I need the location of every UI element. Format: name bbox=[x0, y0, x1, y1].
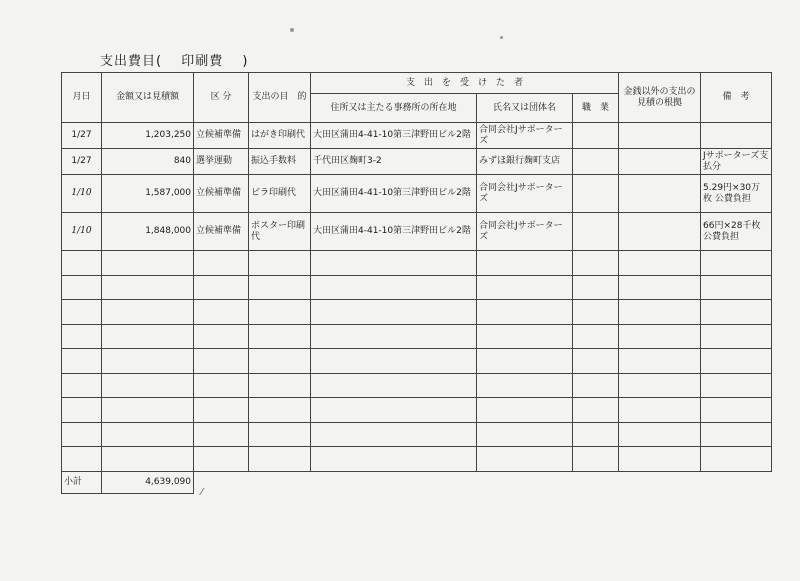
expense-category-title: 支出費目( 印刷費 ) bbox=[100, 54, 249, 69]
empty-row bbox=[62, 324, 772, 349]
row-purpose: ビラ印刷代 bbox=[249, 175, 311, 213]
row-date: 1/27 bbox=[62, 149, 102, 175]
row-amount: 1,848,000 bbox=[102, 213, 194, 251]
header-remarks: 備 考 bbox=[701, 73, 772, 123]
row-basis bbox=[619, 123, 701, 149]
subtotal-label: 小計 bbox=[62, 471, 102, 493]
row-occupation bbox=[573, 175, 619, 213]
row-date: 1/10 bbox=[62, 213, 102, 251]
table-row bbox=[62, 175, 772, 213]
row-basis bbox=[619, 213, 701, 251]
row-address: 千代田区麹町3-2 bbox=[311, 149, 477, 175]
punch-mark bbox=[500, 36, 503, 39]
row-date: 1/10 bbox=[62, 175, 102, 213]
table-row bbox=[62, 123, 772, 149]
row-remarks bbox=[701, 123, 772, 149]
header-category: 区 分 bbox=[194, 73, 249, 123]
row-remarks: Jサポーターズ支払分 bbox=[701, 149, 772, 175]
empty-row bbox=[62, 275, 772, 300]
row-address: 大田区蒲田4-41-10第三津野田ビル2階 bbox=[311, 123, 477, 149]
empty-row bbox=[62, 447, 772, 472]
empty-row bbox=[62, 251, 772, 276]
table-row bbox=[62, 149, 772, 175]
row-category: 立候補準備 bbox=[194, 213, 249, 251]
row-purpose: はがき印刷代 bbox=[249, 123, 311, 149]
row-address: 大田区蒲田4-41-10第三津野田ビル2階 bbox=[311, 213, 477, 251]
row-occupation bbox=[573, 213, 619, 251]
row-basis bbox=[619, 149, 701, 175]
subtotal-value: 4,639,090 bbox=[102, 471, 194, 493]
empty-row bbox=[62, 300, 772, 325]
header-recipient: 支 出 を 受 け た 者 bbox=[311, 73, 619, 94]
punch-mark bbox=[290, 28, 294, 32]
header-non-monetary-basis: 金銭以外の支出の見積の根拠 bbox=[619, 73, 701, 123]
row-category: 選挙運動 bbox=[194, 149, 249, 175]
row-remarks: 5.29円×30万枚 公費負担 bbox=[701, 175, 772, 213]
expense-table bbox=[61, 72, 772, 494]
header-amount: 金額又は見積額 bbox=[102, 73, 194, 123]
header-purpose: 支出の目 的 bbox=[249, 73, 311, 123]
row-address: 大田区蒲田4-41-10第三津野田ビル2階 bbox=[311, 175, 477, 213]
empty-row bbox=[62, 422, 772, 447]
row-remarks: 66円×28千枚 公費負担 bbox=[701, 213, 772, 251]
row-purpose: ポスター印刷代 bbox=[249, 213, 311, 251]
row-category: 立候補準備 bbox=[194, 123, 249, 149]
header-occupation: 職 業 bbox=[573, 94, 619, 123]
handwritten-tick-mark: ⁄ bbox=[201, 487, 203, 498]
row-basis bbox=[619, 175, 701, 213]
table-row bbox=[62, 213, 772, 251]
empty-row bbox=[62, 373, 772, 398]
row-purpose: 振込手数料 bbox=[249, 149, 311, 175]
row-name: 合同会社Jサポーターズ bbox=[477, 213, 573, 251]
empty-row bbox=[62, 398, 772, 423]
subtotal-row bbox=[62, 471, 772, 493]
empty-row bbox=[62, 349, 772, 374]
header-name: 氏名又は団体名 bbox=[477, 94, 573, 123]
row-date: 1/27 bbox=[62, 123, 102, 149]
header-address: 住所又は主たる事務所の所在地 bbox=[311, 94, 477, 123]
row-name: みずほ銀行麹町支店 bbox=[477, 149, 573, 175]
header-date: 月日 bbox=[62, 73, 102, 123]
row-amount: 1,203,250 bbox=[102, 123, 194, 149]
row-name: 合同会社Jサポーターズ bbox=[477, 123, 573, 149]
row-occupation bbox=[573, 123, 619, 149]
row-occupation bbox=[573, 149, 619, 175]
row-amount: 1,587,000 bbox=[102, 175, 194, 213]
row-amount: 840 bbox=[102, 149, 194, 175]
row-name: 合同会社Jサポーターズ bbox=[477, 175, 573, 213]
row-category: 立候補準備 bbox=[194, 175, 249, 213]
